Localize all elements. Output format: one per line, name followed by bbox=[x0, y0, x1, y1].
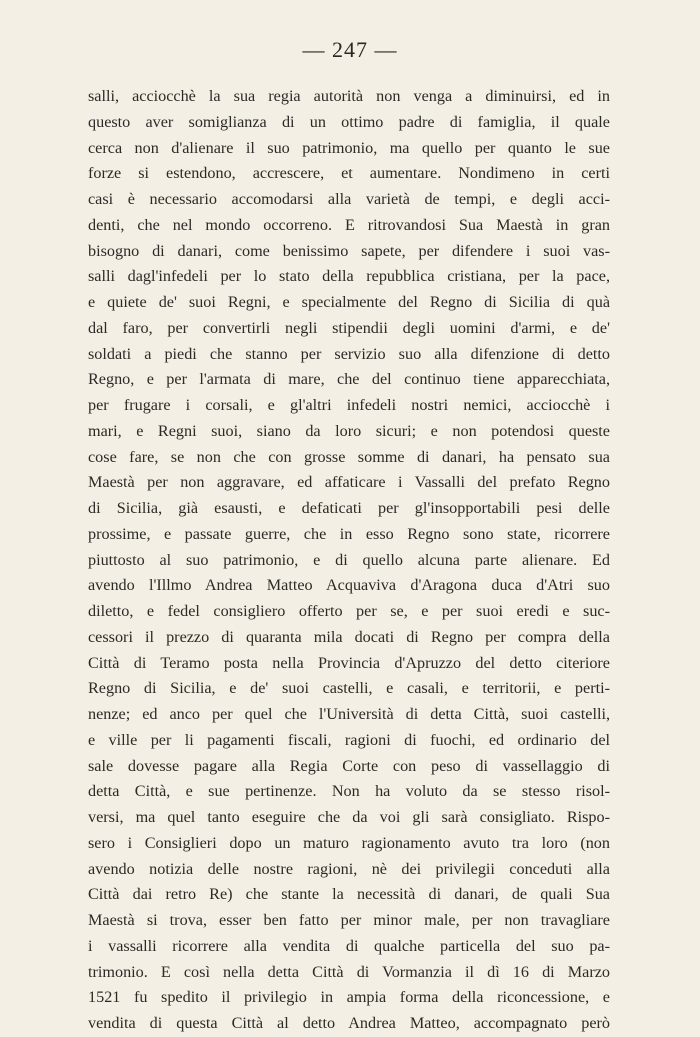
text-line: piuttosto al suo patrimonio, e di quello alcuna parte alienare. Ed bbox=[88, 550, 610, 569]
text-line: i vassalli ricorrere alla vendita di qualche particella del suo pa- bbox=[88, 936, 610, 955]
text-line: trimonio. E così nella detta Città di Vormanzia il dì 16 di Marzo bbox=[88, 962, 610, 981]
text-line: salli dagl'infedeli per lo stato della repubblica cristiana, per la pace, bbox=[88, 267, 610, 286]
text-line: e quiete de' suoi Regni, e specialmente del Regno di Sicilia di quà bbox=[88, 293, 610, 311]
text-line: salli, acciocchè la sua regia autorità non venga a diminuirsi, ed in bbox=[88, 87, 610, 105]
text-line: soldati a piedi che stanno per servizio suo alla difenzione di detto bbox=[88, 344, 610, 363]
text-line: bisogno di danari, come benissimo sapete, per difendere i suoi vas- bbox=[88, 241, 610, 260]
text-line: avendo l'Illmo Andrea Matteo Acquaviva d'Aragona duca d'Atri suo bbox=[88, 576, 610, 595]
text-line: cessori il prezzo di quaranta mila docati di Regno per compra della bbox=[88, 627, 610, 646]
text-line: detta Città, e sue pertinenze. Non ha voluto da se stesso risol- bbox=[88, 782, 610, 801]
text-line: questo aver somiglianza di un ottimo padre di famiglia, il quale bbox=[88, 112, 610, 131]
text-line: diletto, e fedel consigliero offerto per se, e per suoi eredi e suc- bbox=[88, 602, 610, 620]
text-line: casi è necessario accomodarsi alla varietà de tempi, e degli acci- bbox=[88, 190, 610, 208]
text-line: Città di Teramo posta nella Provincia d'Apruzzo del detto citeriore bbox=[88, 653, 610, 672]
text-line: cerca non d'alienare il suo patrimonio, ma quello per quanto le sue bbox=[88, 138, 610, 157]
text-line: di Sicilia, già esausti, e defaticati per gl'insopportabili pesi delle bbox=[88, 499, 610, 517]
text-line: Regno, e per l'armata di mare, che del continuo tiene apparecchiata, bbox=[88, 370, 610, 389]
text-line: nenze; ed anco per quel che l'Università di detta Città, suoi castelli, bbox=[88, 705, 610, 723]
body-text bbox=[88, 84, 610, 1037]
text-line: Maestà per non aggravare, ed affaticare i Vassalli del prefato Regno bbox=[88, 473, 610, 492]
text-line: sale dovesse pagare alla Regia Corte con peso di vassellaggio di bbox=[88, 756, 610, 775]
text-line: mari, e Regni suoi, siano da loro sicuri; e non potendosi queste bbox=[88, 421, 610, 440]
text-line: cose fare, se non che con grosse somme di danari, ha pensato sua bbox=[88, 447, 610, 466]
text-line: Maestà si trova, esser ben fatto per minor male, per non travagliare bbox=[88, 911, 610, 929]
text-line: 1521 fu spedito il privilegio in ampia forma della riconcessione, e bbox=[88, 988, 610, 1007]
text-line: avendo notizia delle nostre ragioni, nè dei privilegii conceduti alla bbox=[88, 859, 610, 878]
text-line: sero i Consiglieri dopo un maturo ragionamento avuto tra loro (non bbox=[88, 833, 610, 852]
text-line: denti, che nel mondo occorreno. E ritrovandosi Sua Maestà in gran bbox=[88, 215, 610, 234]
text-line: Regno di Sicilia, e de' suoi castelli, e casali, e territorii, e perti- bbox=[88, 679, 610, 698]
text-line: per frugare i corsali, e gl'altri infedeli nostri nemici, acciocchè i bbox=[88, 396, 610, 414]
text-line: vendita di questa Città al detto Andrea Matteo, accompagnato però bbox=[88, 1014, 610, 1032]
text-line: forze si estendono, accrescere, et aumentare. Nondimeno in certi bbox=[88, 164, 610, 183]
text-line: dal faro, per convertirli negli stipendii degli uomini d'armi, e de' bbox=[88, 318, 610, 337]
text-line: versi, ma quel tanto eseguire che da voi gli sarà consigliato. Rispo- bbox=[88, 808, 610, 826]
text-line: e ville per li pagamenti fiscali, ragioni di fuochi, ed ordinario del bbox=[88, 730, 610, 749]
text-line: prossime, e passate guerre, che in esso Regno sono state, ricorrere bbox=[88, 524, 610, 543]
text-line: Città dai retro Re) che stante la necessità di danari, de quali Sua bbox=[88, 885, 610, 904]
page-number: — 247 — bbox=[302, 37, 398, 62]
